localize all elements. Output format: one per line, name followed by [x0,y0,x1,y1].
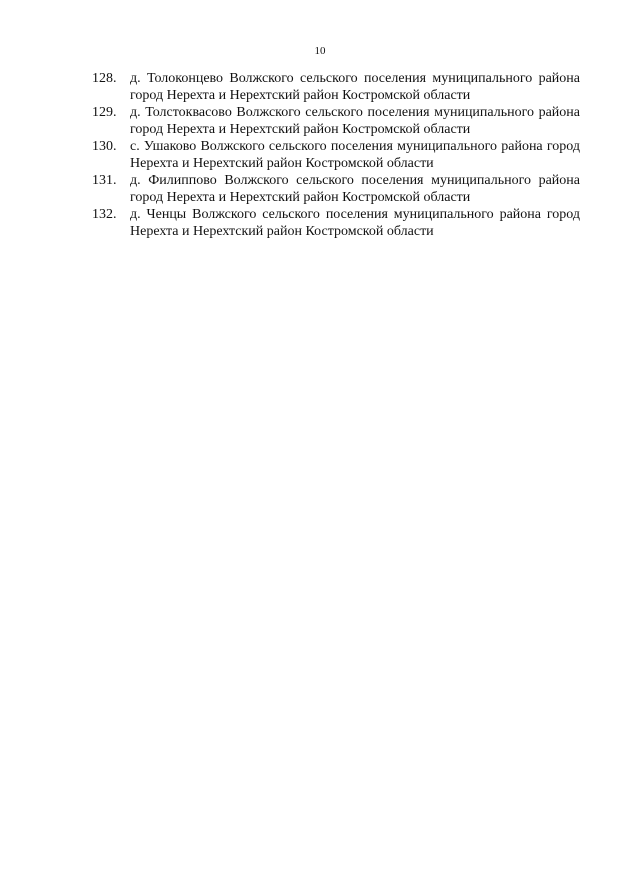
list-item-number: 130. [92,139,117,154]
list-item-number: 128. [92,71,117,86]
list-item-text: д. Толстоквасово Волжского сельского поселения муниципального района город Нерехта и Нерехтский район Костромской области [130,105,580,137]
list-item-number: 129. [92,105,117,120]
settlement-list [92,70,580,240]
list-item-number: 132. [92,207,117,222]
list-item-text: д. Толоконцево Волжского сельского поселения муниципального района город Нерехта и Нерехтский район Костромской области [130,71,580,103]
list-item-text: с. Ушаково Волжского сельского поселения муниципального района город Нерехта и Нерехтский район Костромской области [130,139,580,171]
list-item-text: д. Ченцы Волжского сельского поселения муниципального района город Нерехта и Нерехтский район Костромской области [130,207,580,239]
list-item-text: д. Филиппово Волжского сельского поселения муниципального района город Нерехта и Нерехтский район Костромской области [130,173,580,205]
list-item [92,70,580,104]
page-number: 10 [314,45,326,57]
list-item [92,104,580,138]
list-item [92,206,580,240]
list-item-number: 131. [92,173,117,188]
list-item [92,138,580,172]
list-item [92,172,580,206]
